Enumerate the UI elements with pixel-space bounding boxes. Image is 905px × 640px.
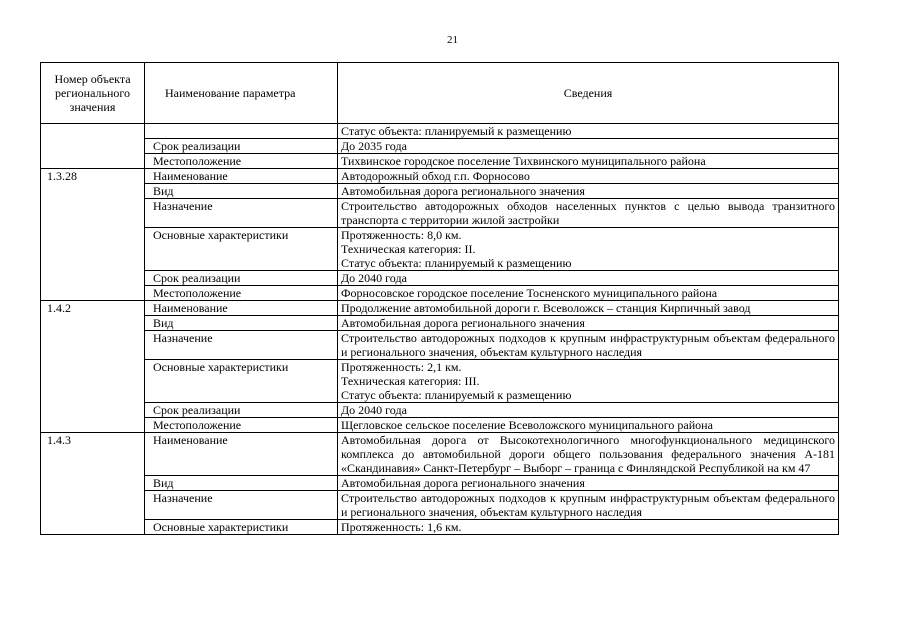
parameter-name-cell: Вид	[145, 184, 338, 199]
info-cell	[338, 476, 839, 491]
object-number-cell: 1.4.3	[41, 433, 145, 535]
table-body	[41, 124, 839, 535]
info-line: Щегловское сельское поселение Всеволожского муниципального района	[341, 418, 713, 432]
info-cell	[338, 331, 839, 360]
info-line: Статус объекта: планируемый к размещению	[341, 388, 572, 402]
info-line: Форносовское городское поселение Тосненского муниципального района	[341, 286, 718, 300]
info-line: Строительство автодорожных подходов к крупным инфраструктурным объектам федерального и регионального значения, объектам культурного наследия	[341, 491, 835, 519]
table-row	[41, 228, 839, 271]
info-cell	[338, 286, 839, 301]
table-row	[41, 271, 839, 286]
parameter-name-cell: Назначение	[145, 199, 338, 228]
header-info: Сведения	[338, 63, 839, 124]
info-cell	[338, 316, 839, 331]
header-number: Номер объекта регионального значения	[41, 63, 145, 124]
info-line: Тихвинское городское поселение Тихвинского муниципального района	[341, 154, 706, 168]
info-line: Продолжение автомобильной дороги г. Всеволожск – станция Кирпичный завод	[341, 301, 751, 315]
table-row	[41, 301, 839, 316]
info-line: Статус объекта: планируемый к размещению	[341, 256, 572, 270]
parameter-name-cell: Наименование	[145, 433, 338, 476]
info-line: Автомобильная дорога от Высокотехнологичного многофункционального медицинского комплекса до автомобильной дороги общего пользования федерального значения А-181 «Скандинавия» Санкт-Петербург – Выборг – граница с Финляндской Республикой на км 47	[341, 433, 835, 475]
object-number-cell	[41, 124, 145, 169]
info-line: Техническая категория: III.	[341, 374, 480, 388]
table-row	[41, 331, 839, 360]
info-cell	[338, 199, 839, 228]
table-row	[41, 286, 839, 301]
info-line: Техническая категория: II.	[341, 242, 476, 256]
info-line: Протяженность: 1,6 км.	[341, 520, 462, 534]
parameter-name-cell: Местоположение	[145, 418, 338, 433]
info-cell	[338, 184, 839, 199]
table-row	[41, 418, 839, 433]
parameter-name-cell: Местоположение	[145, 154, 338, 169]
parameter-name-cell: Назначение	[145, 491, 338, 520]
table-row	[41, 139, 839, 154]
parameter-name-cell: Срок реализации	[145, 403, 338, 418]
info-cell	[338, 301, 839, 316]
info-cell	[338, 169, 839, 184]
parameter-name-cell: Вид	[145, 476, 338, 491]
object-number-cell: 1.3.28	[41, 169, 145, 301]
table-row	[41, 403, 839, 418]
info-cell	[338, 403, 839, 418]
parameter-name-cell: Основные характеристики	[145, 360, 338, 403]
table-row	[41, 154, 839, 169]
info-line: Автомобильная дорога регионального значения	[341, 476, 585, 490]
header-param: Наименование параметра	[145, 63, 338, 124]
info-cell	[338, 154, 839, 169]
object-number-cell: 1.4.2	[41, 301, 145, 433]
parameter-name-cell: Назначение	[145, 331, 338, 360]
info-line: Строительство автодорожных обходов населенных пунктов с целью вывода транзитного транспорта с территории жилой застройки	[341, 199, 835, 227]
table-row	[41, 169, 839, 184]
table-row	[41, 360, 839, 403]
parameter-name-cell: Вид	[145, 316, 338, 331]
table-row	[41, 491, 839, 520]
info-line: Строительство автодорожных подходов к крупным инфраструктурным объектам федерального и регионального значения, объектам культурного наследия	[341, 331, 835, 359]
info-cell	[338, 139, 839, 154]
info-line: Статус объекта: планируемый к размещению	[341, 124, 572, 138]
table-header-row	[41, 63, 839, 124]
info-line: Автодорожный обход г.п. Форносово	[341, 169, 530, 183]
table-row	[41, 184, 839, 199]
page-number: 21	[447, 34, 458, 46]
info-cell	[338, 124, 839, 139]
info-line: Автомобильная дорога регионального значения	[341, 184, 585, 198]
info-cell	[338, 418, 839, 433]
parameter-name-cell: Основные характеристики	[145, 228, 338, 271]
info-cell	[338, 491, 839, 520]
info-cell	[338, 360, 839, 403]
info-cell	[338, 271, 839, 286]
info-line: До 2035 года	[341, 139, 407, 153]
info-line: Автомобильная дорога регионального значения	[341, 316, 585, 330]
info-line: Протяженность: 2,1 км.	[341, 360, 462, 374]
info-cell	[338, 228, 839, 271]
table-row	[41, 476, 839, 491]
parameter-name-cell: Срок реализации	[145, 271, 338, 286]
info-line: До 2040 года	[341, 403, 407, 417]
table-row	[41, 199, 839, 228]
info-line: До 2040 года	[341, 271, 407, 285]
objects-table	[40, 62, 839, 535]
table-row	[41, 316, 839, 331]
table-row	[41, 433, 839, 476]
info-line: Протяженность: 8,0 км.	[341, 228, 462, 242]
parameter-name-cell: Основные характеристики	[145, 520, 338, 535]
parameter-name-cell: Наименование	[145, 169, 338, 184]
parameter-name-cell	[145, 124, 338, 139]
info-cell	[338, 433, 839, 476]
parameter-name-cell: Местоположение	[145, 286, 338, 301]
table-row	[41, 124, 839, 139]
parameter-name-cell: Наименование	[145, 301, 338, 316]
parameter-name-cell: Срок реализации	[145, 139, 338, 154]
table-row	[41, 520, 839, 535]
info-cell	[338, 520, 839, 535]
